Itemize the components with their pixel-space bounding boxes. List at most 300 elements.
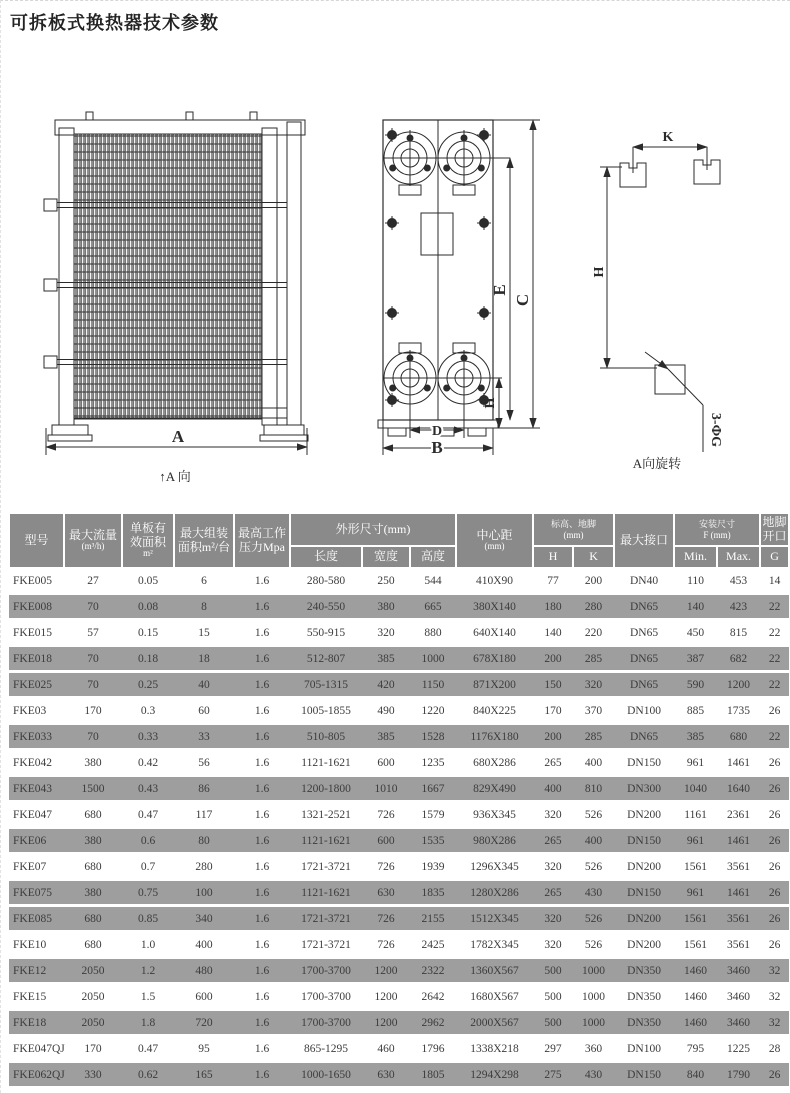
front-view-drawing [378, 120, 540, 457]
hole-label: 3-ΦG [708, 412, 723, 448]
value-cell: 26 [760, 698, 789, 724]
col-assembly-area: 最大组装 面积m²/台 [174, 513, 234, 568]
value-cell: 1.6 [234, 906, 290, 932]
value-cell: 60 [174, 698, 234, 724]
plate-stack [74, 134, 262, 419]
value-cell: 1296X345 [456, 854, 533, 880]
value-cell: 1640 [717, 776, 760, 802]
value-cell: 1461 [717, 750, 760, 776]
value-cell: 275 [533, 1062, 573, 1088]
value-cell: 1.6 [234, 646, 290, 672]
value-cell: 32 [760, 958, 789, 984]
value-cell: 2155 [410, 906, 456, 932]
value-cell: 1.6 [234, 698, 290, 724]
value-cell: 1.6 [234, 620, 290, 646]
value-cell: 726 [362, 854, 410, 880]
value-cell: 1.6 [234, 568, 290, 594]
value-cell: 26 [760, 906, 789, 932]
page-title: 可拆板式换热器技术参数 [10, 13, 219, 33]
value-cell: DN40 [614, 568, 674, 594]
model-cell: FKE025 [9, 672, 64, 698]
table-body [9, 568, 789, 1088]
value-cell: 526 [573, 932, 614, 958]
value-cell: 400 [174, 932, 234, 958]
value-cell: 961 [674, 828, 717, 854]
value-cell: 1040 [674, 776, 717, 802]
table-row [9, 906, 789, 932]
value-cell: 680 [64, 854, 122, 880]
value-cell: 1.6 [234, 984, 290, 1010]
table-row [9, 854, 789, 880]
value-cell: 1461 [717, 880, 760, 906]
value-cell: 1220 [410, 698, 456, 724]
value-cell: 682 [717, 646, 760, 672]
value-cell: 285 [573, 724, 614, 750]
value-cell: 297 [533, 1036, 573, 1062]
value-cell: 1.6 [234, 880, 290, 906]
value-cell: 961 [674, 750, 717, 776]
value-cell: 600 [362, 828, 410, 854]
value-cell: 490 [362, 698, 410, 724]
col-height: 高度 [410, 546, 456, 568]
model-cell: FKE075 [9, 880, 64, 906]
value-cell: 1.6 [234, 1010, 290, 1036]
value-cell: 2050 [64, 984, 122, 1010]
value-cell: 885 [674, 698, 717, 724]
value-cell: 1.6 [234, 724, 290, 750]
support-column [287, 122, 301, 425]
value-cell: 200 [533, 724, 573, 750]
value-cell: 100 [174, 880, 234, 906]
value-cell: 1700-3700 [290, 958, 362, 984]
value-cell: DN65 [614, 724, 674, 750]
value-cell: 1176X180 [456, 724, 533, 750]
value-cell: 170 [64, 1036, 122, 1062]
value-cell: 410X90 [456, 568, 533, 594]
value-cell: 0.75 [122, 880, 174, 906]
value-cell: 550-915 [290, 620, 362, 646]
value-cell: 265 [533, 750, 573, 776]
value-cell: 680 [64, 906, 122, 932]
value-cell: 1000 [573, 958, 614, 984]
value-cell: 400 [573, 828, 614, 854]
model-cell: FKE10 [9, 932, 64, 958]
value-cell: 1700-3700 [290, 1010, 362, 1036]
value-cell: 0.08 [122, 594, 174, 620]
value-cell: 320 [533, 932, 573, 958]
value-cell: 2050 [64, 1010, 122, 1036]
value-cell: DN300 [614, 776, 674, 802]
value-cell: 1561 [674, 854, 717, 880]
value-cell: 600 [362, 750, 410, 776]
table-row [9, 750, 789, 776]
value-cell: 27 [64, 568, 122, 594]
value-cell: 1835 [410, 880, 456, 906]
col-plate-area: 单板有 效面积 m² [122, 513, 174, 568]
value-cell: 385 [362, 724, 410, 750]
table-row [9, 698, 789, 724]
model-cell: FKE033 [9, 724, 64, 750]
value-cell: 1.6 [234, 1036, 290, 1062]
value-cell: 265 [533, 880, 573, 906]
value-cell: 8 [174, 594, 234, 620]
value-cell: 1321-2521 [290, 802, 362, 828]
value-cell: 1735 [717, 698, 760, 724]
value-cell: 240-550 [290, 594, 362, 620]
value-cell: 2000X567 [456, 1010, 533, 1036]
value-cell: 1721-3721 [290, 906, 362, 932]
value-cell: 1000 [573, 984, 614, 1010]
value-cell: 380 [64, 828, 122, 854]
value-cell: 453 [717, 568, 760, 594]
value-cell: DN100 [614, 1036, 674, 1062]
model-cell: FKE008 [9, 594, 64, 620]
table-row [9, 568, 789, 594]
value-cell: 70 [64, 724, 122, 750]
table-row [9, 958, 789, 984]
col-min: Min. [674, 546, 717, 568]
value-cell: 0.47 [122, 802, 174, 828]
value-cell: 140 [533, 620, 573, 646]
value-cell: 544 [410, 568, 456, 594]
value-cell: DN200 [614, 932, 674, 958]
value-cell: 3460 [717, 958, 760, 984]
table-row [9, 880, 789, 906]
table-row [9, 1062, 789, 1088]
table-row [9, 828, 789, 854]
value-cell: 26 [760, 776, 789, 802]
value-cell: 1528 [410, 724, 456, 750]
value-cell: 56 [174, 750, 234, 776]
value-cell: 32 [760, 984, 789, 1010]
value-cell: 32 [760, 1010, 789, 1036]
value-cell: 1796 [410, 1036, 456, 1062]
technical-drawings [0, 0, 790, 512]
value-cell: 1680X567 [456, 984, 533, 1010]
value-cell: 1121-1621 [290, 880, 362, 906]
model-cell: FKE043 [9, 776, 64, 802]
model-cell: FKE047QJ [9, 1036, 64, 1062]
col-foot-opening: 地脚开口 [760, 513, 789, 546]
model-cell: FKE15 [9, 984, 64, 1010]
col-width: 宽度 [362, 546, 410, 568]
value-cell: 320 [533, 854, 573, 880]
value-cell: 3561 [717, 932, 760, 958]
value-cell: 726 [362, 932, 410, 958]
value-cell: 829X490 [456, 776, 533, 802]
value-cell: 400 [573, 750, 614, 776]
value-cell: 936X345 [456, 802, 533, 828]
value-cell: 1.6 [234, 776, 290, 802]
model-cell: FKE005 [9, 568, 64, 594]
model-cell: FKE042 [9, 750, 64, 776]
value-cell: 705-1315 [290, 672, 362, 698]
value-cell: 1.8 [122, 1010, 174, 1036]
value-cell: 1.6 [234, 672, 290, 698]
dimension-c [493, 120, 540, 428]
value-cell: 500 [533, 1010, 573, 1036]
table-row [9, 802, 789, 828]
value-cell: 380 [64, 880, 122, 906]
value-cell: 200 [533, 646, 573, 672]
value-cell: 150 [533, 672, 573, 698]
value-cell: 450 [674, 620, 717, 646]
value-cell: DN65 [614, 672, 674, 698]
value-cell: 3460 [717, 984, 760, 1010]
value-cell: 170 [533, 698, 573, 724]
value-cell: 370 [573, 698, 614, 724]
value-cell: 1005-1855 [290, 698, 362, 724]
value-cell: 871X200 [456, 672, 533, 698]
value-cell: 400 [533, 776, 573, 802]
value-cell: 380X140 [456, 594, 533, 620]
value-cell: 1338X218 [456, 1036, 533, 1062]
value-cell: 117 [174, 802, 234, 828]
value-cell: 2322 [410, 958, 456, 984]
value-cell: 1500 [64, 776, 122, 802]
dim-h-front-label: H [483, 397, 498, 409]
value-cell: 200 [573, 568, 614, 594]
value-cell: 0.62 [122, 1062, 174, 1088]
value-cell: 680X286 [456, 750, 533, 776]
value-cell: 3561 [717, 906, 760, 932]
value-cell: 1235 [410, 750, 456, 776]
value-cell: 380 [362, 594, 410, 620]
value-cell: 1150 [410, 672, 456, 698]
value-cell: 80 [174, 828, 234, 854]
value-cell: 14 [760, 568, 789, 594]
value-cell: 2962 [410, 1010, 456, 1036]
value-cell: DN65 [614, 594, 674, 620]
value-cell: 512-807 [290, 646, 362, 672]
value-cell: DN350 [614, 984, 674, 1010]
value-cell: 33 [174, 724, 234, 750]
value-cell: 430 [573, 1062, 614, 1088]
dim-c-label: C [513, 293, 532, 307]
value-cell: DN150 [614, 828, 674, 854]
value-cell: 630 [362, 880, 410, 906]
value-cell: 640X140 [456, 620, 533, 646]
value-cell: 26 [760, 750, 789, 776]
value-cell: 77 [533, 568, 573, 594]
value-cell: 1721-3721 [290, 854, 362, 880]
value-cell: DN200 [614, 802, 674, 828]
value-cell: 1460 [674, 984, 717, 1010]
value-cell: 22 [760, 724, 789, 750]
value-cell: 110 [674, 568, 717, 594]
value-cell: 1.6 [234, 932, 290, 958]
col-center-distance: 中心距 (mm) [456, 513, 533, 568]
value-cell: 1.6 [234, 594, 290, 620]
col-install-dims: 安装尺寸 F (mm) [674, 513, 760, 546]
value-cell: 600 [174, 984, 234, 1010]
value-cell: 86 [174, 776, 234, 802]
value-cell: 26 [760, 828, 789, 854]
parameters-table [8, 512, 790, 1089]
value-cell: 680 [64, 932, 122, 958]
value-cell: 18 [174, 646, 234, 672]
value-cell: 3460 [717, 1010, 760, 1036]
value-cell: 1579 [410, 802, 456, 828]
value-cell: 510-805 [290, 724, 362, 750]
value-cell: 70 [64, 594, 122, 620]
value-cell: 1000 [410, 646, 456, 672]
col-max: Max. [717, 546, 760, 568]
value-cell: 840 [674, 1062, 717, 1088]
value-cell: 1460 [674, 958, 717, 984]
value-cell: 961 [674, 880, 717, 906]
value-cell: 360 [573, 1036, 614, 1062]
value-cell: 0.85 [122, 906, 174, 932]
value-cell: 1010 [362, 776, 410, 802]
movable-frame-plate [262, 128, 277, 425]
value-cell: 1561 [674, 906, 717, 932]
fixed-frame-plate [59, 128, 74, 425]
value-cell: 1805 [410, 1062, 456, 1088]
value-cell: 0.25 [122, 672, 174, 698]
value-cell: 0.47 [122, 1036, 174, 1062]
value-cell: 1.6 [234, 958, 290, 984]
col-working-pressure: 最高工作 压力Mpa [234, 513, 290, 568]
col-max-interface: 最大接口 [614, 513, 674, 568]
dim-a-label: A [171, 427, 185, 446]
value-cell: 0.15 [122, 620, 174, 646]
value-cell: 1.6 [234, 750, 290, 776]
value-cell: DN100 [614, 698, 674, 724]
table-row [9, 932, 789, 958]
value-cell: 95 [174, 1036, 234, 1062]
value-cell: DN350 [614, 1010, 674, 1036]
value-cell: 815 [717, 620, 760, 646]
value-cell: DN350 [614, 958, 674, 984]
value-cell: 430 [573, 880, 614, 906]
value-cell: DN200 [614, 906, 674, 932]
model-cell: FKE047 [9, 802, 64, 828]
value-cell: 726 [362, 802, 410, 828]
table-row [9, 672, 789, 698]
value-cell: 26 [760, 1062, 789, 1088]
value-cell: DN150 [614, 750, 674, 776]
value-cell: 1460 [674, 1010, 717, 1036]
col-model: 型号 [9, 513, 64, 568]
value-cell: 250 [362, 568, 410, 594]
value-cell: 500 [533, 958, 573, 984]
value-cell: 285 [573, 646, 614, 672]
value-cell: 1200 [362, 984, 410, 1010]
value-cell: 1.6 [234, 802, 290, 828]
model-cell: FKE12 [9, 958, 64, 984]
foot-layout-caption: A向旋转 [632, 456, 682, 471]
value-cell: 22 [760, 672, 789, 698]
value-cell: 720 [174, 1010, 234, 1036]
value-cell: 1.2 [122, 958, 174, 984]
model-cell: FKE018 [9, 646, 64, 672]
col-max-flow: 最大流量 (m³/h) [64, 513, 122, 568]
value-cell: 1161 [674, 802, 717, 828]
value-cell: 1280X286 [456, 880, 533, 906]
dim-e-label: E [490, 284, 509, 296]
dimension-h-rotated [592, 167, 657, 368]
value-cell: 26 [760, 932, 789, 958]
value-cell: 0.33 [122, 724, 174, 750]
value-cell: 1200 [362, 1010, 410, 1036]
value-cell: 1561 [674, 932, 717, 958]
value-cell: 1.6 [234, 854, 290, 880]
value-cell: 28 [760, 1036, 789, 1062]
table-row [9, 620, 789, 646]
value-cell: 1.0 [122, 932, 174, 958]
model-cell: FKE07 [9, 854, 64, 880]
value-cell: 0.42 [122, 750, 174, 776]
dim-k-label: K [662, 130, 674, 145]
value-cell: 1360X567 [456, 958, 533, 984]
col-k: K [573, 546, 614, 568]
value-cell: 1000 [573, 1010, 614, 1036]
value-cell: 1.6 [234, 1062, 290, 1088]
hole-leader [645, 352, 723, 452]
value-cell: 1200-1800 [290, 776, 362, 802]
model-cell: FKE062QJ [9, 1062, 64, 1088]
value-cell: 340 [174, 906, 234, 932]
value-cell: 1939 [410, 854, 456, 880]
foot-layout-drawing [592, 130, 723, 471]
nameplate [421, 213, 453, 255]
value-cell: 170 [64, 698, 122, 724]
value-cell: 2642 [410, 984, 456, 1010]
model-cell: FKE06 [9, 828, 64, 854]
col-length: 长度 [290, 546, 362, 568]
value-cell: 1700-3700 [290, 984, 362, 1010]
value-cell: 280 [573, 594, 614, 620]
col-outline-dims: 外形尺寸(mm) [290, 513, 456, 546]
value-cell: 40 [174, 672, 234, 698]
value-cell: DN65 [614, 646, 674, 672]
dim-b-label: B [431, 438, 443, 457]
value-cell: 320 [362, 620, 410, 646]
value-cell: 280-580 [290, 568, 362, 594]
value-cell: 1667 [410, 776, 456, 802]
value-cell: 420 [362, 672, 410, 698]
value-cell: 180 [533, 594, 573, 620]
table-header [9, 513, 789, 568]
value-cell: 1121-1621 [290, 828, 362, 854]
value-cell: 2361 [717, 802, 760, 828]
value-cell: 1200 [362, 958, 410, 984]
value-cell: 1461 [717, 828, 760, 854]
port-circles [383, 130, 510, 409]
value-cell: 1790 [717, 1062, 760, 1088]
value-cell: 1721-3721 [290, 932, 362, 958]
value-cell: DN150 [614, 880, 674, 906]
dimension-d [410, 404, 464, 439]
side-view-drawing [44, 112, 308, 484]
value-cell: 1782X345 [456, 932, 533, 958]
value-cell: 1200 [717, 672, 760, 698]
value-cell: 220 [573, 620, 614, 646]
value-cell: 840X225 [456, 698, 533, 724]
value-cell: 385 [362, 646, 410, 672]
value-cell: 57 [64, 620, 122, 646]
value-cell: 1121-1621 [290, 750, 362, 776]
value-cell: 3561 [717, 854, 760, 880]
value-cell: 1.6 [234, 828, 290, 854]
value-cell: 2425 [410, 932, 456, 958]
value-cell: 140 [674, 594, 717, 620]
value-cell: 678X180 [456, 646, 533, 672]
value-cell: 26 [760, 854, 789, 880]
model-cell: FKE18 [9, 1010, 64, 1036]
value-cell: 460 [362, 1036, 410, 1062]
